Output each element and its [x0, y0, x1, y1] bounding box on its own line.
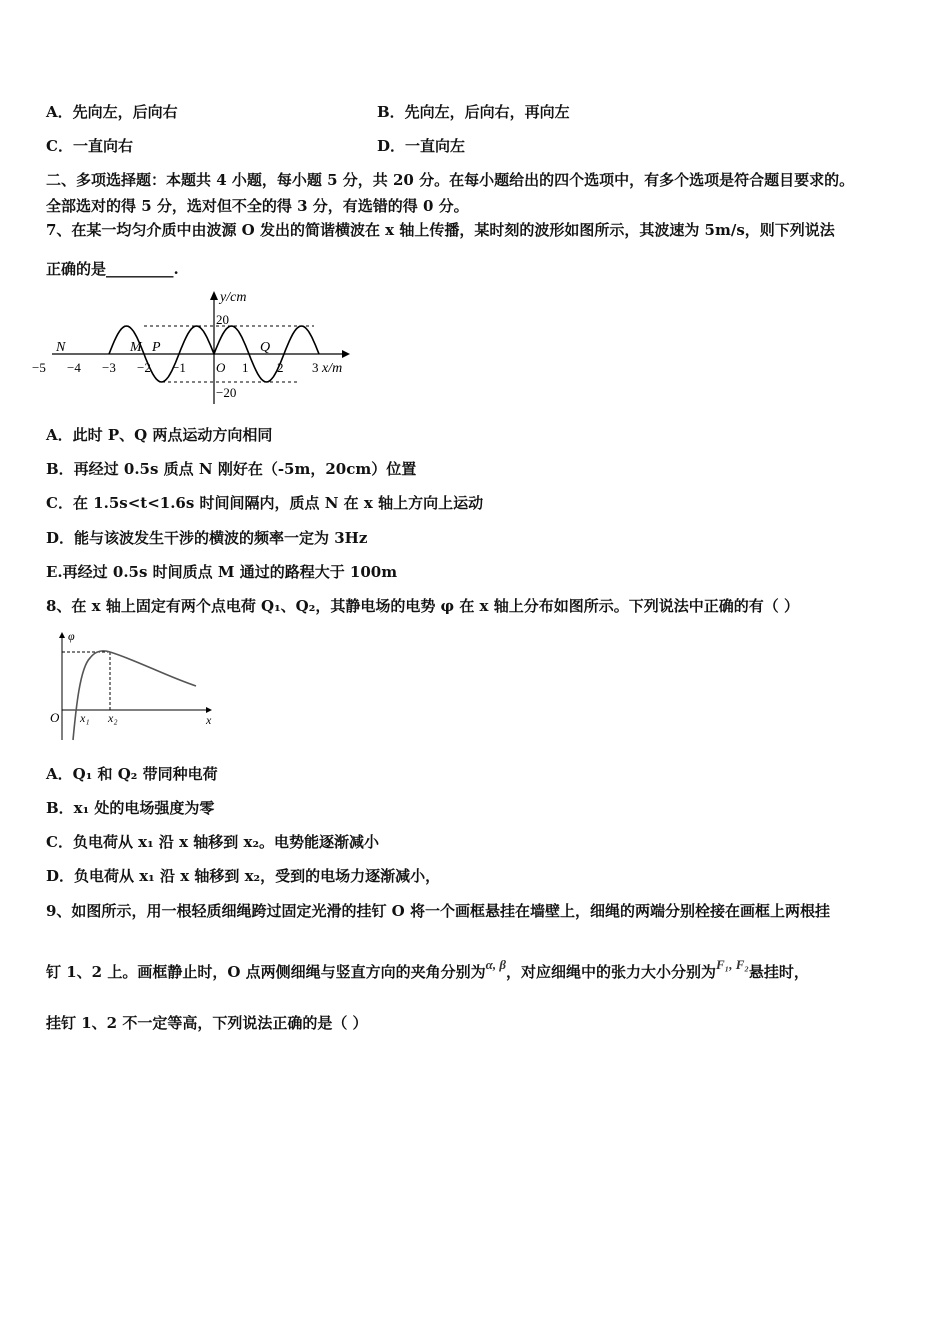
q7-option-a: A．此时 P、Q 两点运动方向相同 — [46, 426, 273, 444]
q6-option-d: D．一直向左 — [377, 137, 466, 155]
x-axis-arrow-icon — [342, 350, 350, 358]
x-tick-label: −5 — [32, 360, 46, 375]
q7-stem-line1: 7、在某一均匀介质中由波源 O 发出的简谐横波在 x 轴上传播，某时刻的波形如图所示，其波速为 5m/s，则下列说法 — [46, 221, 835, 239]
q9-stem-line1: 9、如图所示，用一根轻质细绳跨过固定光滑的挂钉 O 将一个画框悬挂在墙壁上，细绳的两端分别栓接在画框上两根挂 — [46, 902, 830, 920]
x-tick-label: 3 — [312, 360, 319, 375]
x2-label: x₂ — [108, 711, 118, 725]
x-axis-label: x — [206, 713, 212, 727]
q7-stem-line2: 正确的是_________. — [46, 260, 179, 278]
q7-wave-figure — [32, 288, 356, 408]
x-tick-label: 2 — [277, 360, 284, 375]
y-axis-arrow-icon — [59, 632, 65, 638]
x-tick-label: O — [216, 360, 226, 375]
section2-line1: 二、多项选择题：本题共 4 小题，每小题 5 分，共 20 分。在每小题给出的四个选项中，有多个选项是符合题目要求的。 — [46, 171, 855, 189]
x-tick-label: −4 — [67, 360, 81, 375]
x-axis-label: x/m — [322, 361, 343, 376]
y-axis-arrow-icon — [210, 291, 218, 300]
q9-stem-line2 — [46, 957, 809, 983]
potential-curve — [73, 651, 196, 740]
y-axis-label: y/cm — [220, 290, 247, 305]
q6-option-a: A．先向左，后向右 — [46, 103, 178, 121]
section2-line2: 全部选对的得 5 分，选对但不全的得 3 分，有选错的得 0 分。 — [46, 197, 469, 215]
y-tick-top: 20 — [216, 312, 229, 327]
q8-option-a: A．Q₁ 和 Q₂ 带同种电荷 — [46, 765, 218, 783]
q7-option-c: C．在 1.5s<t<1.6s 时间间隔内，质点 N 在 x 轴上方向上运动 — [46, 494, 484, 512]
point-m-label: M — [130, 340, 142, 355]
q9-stem-part-c: 悬挂时， — [748, 963, 809, 981]
q8-potential-figure — [46, 628, 218, 744]
point-n-label: N — [56, 340, 66, 355]
x-tick-label: −2 — [137, 360, 151, 375]
q8-option-d: D．负电荷从 x₁ 沿 x 轴移到 x₂，受到的电场力逐渐减小， — [46, 867, 441, 885]
x-tick-label: −1 — [172, 360, 186, 375]
x1-label: x₁ — [80, 711, 90, 725]
point-p-label: P — [152, 340, 161, 355]
q6-option-b: B．先向左，后向右，再向左 — [377, 103, 570, 121]
q9-force-symbols: F₁, F₂ — [716, 957, 749, 972]
q8-option-b: B．x₁ 处的电场强度为零 — [46, 799, 215, 817]
origin-label: O — [50, 710, 60, 725]
q7-option-d: D．能与该波发生干涉的横波的频率一定为 3Hz — [46, 529, 368, 547]
q7-option-e: E.再经过 0.5s 时间质点 M 通过的路程大于 100m — [46, 563, 398, 581]
q8-option-c: C．负电荷从 x₁ 沿 x 轴移到 x₂。电势能逐渐减小 — [46, 833, 380, 851]
q9-stem-part-b: ，对应细绳中的张力大小分别为 — [505, 963, 716, 981]
phi-axis-label: φ — [68, 629, 75, 643]
x-tick-label: 1 — [242, 360, 249, 375]
q7-option-b: B．再经过 0.5s 质点 N 刚好在（-5m，20cm）位置 — [46, 460, 417, 478]
q9-stem-line3: 挂钉 1、2 不一定等高，下列说法正确的是（ ） — [46, 1014, 368, 1032]
q6-option-c: C．一直向右 — [46, 137, 133, 155]
point-q-label: Q — [260, 340, 271, 355]
q9-stem-part-a: 钉 1、2 上。画框静止时，O 点两侧细绳与竖直方向的夹角分别为 — [46, 963, 486, 981]
x-tick-label: −3 — [102, 360, 116, 375]
q9-angle-symbols: α, β — [485, 957, 506, 972]
q8-stem: 8、在 x 轴上固定有两个点电荷 Q₁、Q₂，其静电场的电势 φ 在 x 轴上分布如图所示。下列说法中正确的有（ ） — [46, 597, 799, 615]
y-tick-bottom: −20 — [216, 385, 237, 400]
